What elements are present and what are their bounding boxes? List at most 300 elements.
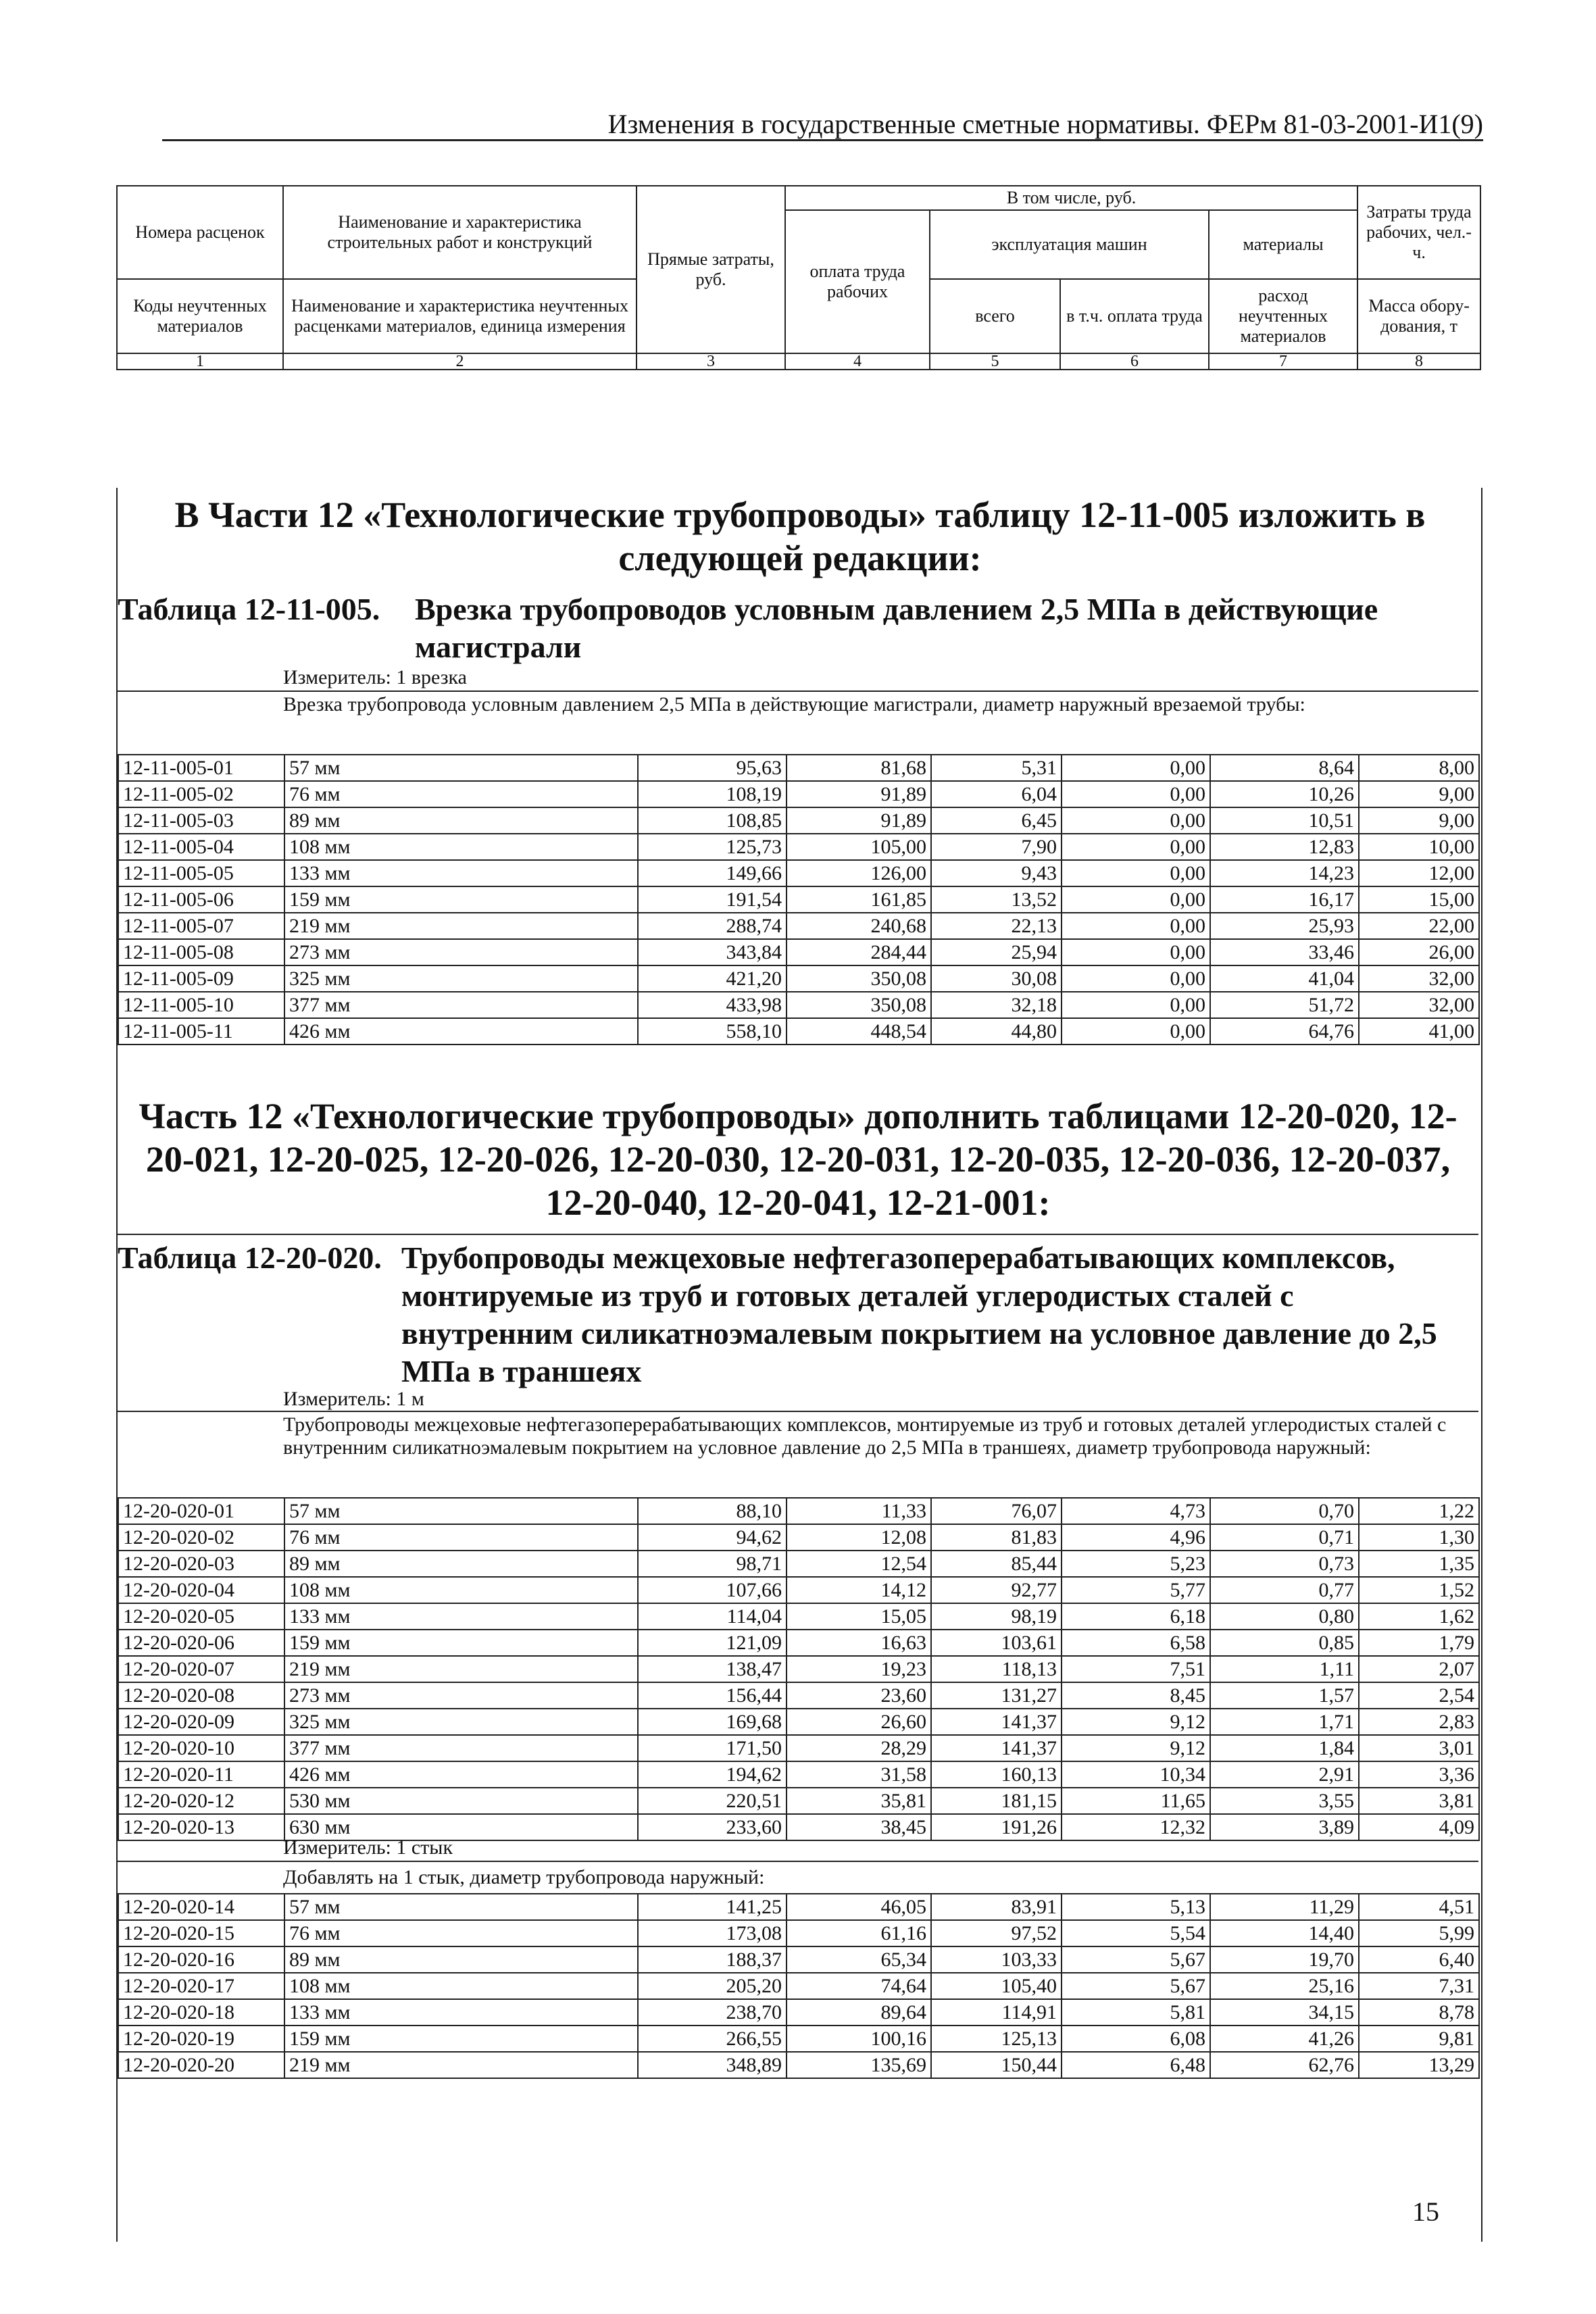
table-row <box>118 1682 1479 1709</box>
direct-cost: 114,04 <box>638 1603 787 1630</box>
labor-hours: 5,99 <box>1359 1920 1479 1946</box>
rate-code: 12-20-020-15 <box>118 1920 284 1946</box>
machines-labor: 6,08 <box>1062 2026 1210 2052</box>
labor-pay: 100,16 <box>787 2026 931 2052</box>
machines-total: 131,27 <box>931 1682 1062 1709</box>
rate-code: 12-20-020-07 <box>118 1656 284 1682</box>
section1-heading: В Части 12 «Технологические трубопроводы» таблицу 12-11-005 изложить в следующей редакции: <box>174 495 1426 578</box>
table-row <box>118 1946 1479 1973</box>
materials-cost: 1,57 <box>1210 1682 1359 1709</box>
labor-hours: 8,78 <box>1359 1999 1479 2026</box>
direct-cost: 194,62 <box>638 1761 787 1788</box>
machines-total: 150,44 <box>931 2052 1062 2078</box>
labor-hours: 2,07 <box>1359 1656 1479 1682</box>
machines-labor: 0,00 <box>1062 807 1210 834</box>
header-direct-costs: Прямые затраты, руб. <box>637 186 785 353</box>
labor-hours: 1,52 <box>1359 1577 1479 1603</box>
machines-total: 103,61 <box>931 1630 1062 1656</box>
labor-pay: 350,08 <box>787 965 931 992</box>
labor-hours: 12,00 <box>1359 860 1479 886</box>
labor-hours: 1,79 <box>1359 1630 1479 1656</box>
machines-total: 118,13 <box>931 1656 1062 1682</box>
labor-pay: 105,00 <box>787 834 931 860</box>
direct-cost: 238,70 <box>638 1999 787 2026</box>
materials-cost: 12,83 <box>1210 834 1359 860</box>
table-row <box>118 1656 1479 1682</box>
work-name: 219 мм <box>284 913 638 939</box>
table-12-11-005 <box>118 754 1480 1045</box>
header-rule <box>162 139 1483 141</box>
machines-total: 125,13 <box>931 2026 1062 2052</box>
direct-cost: 141,25 <box>638 1894 787 1920</box>
work-name: 630 мм <box>284 1814 638 1840</box>
work-name: 426 мм <box>284 1761 638 1788</box>
labor-hours: 8,00 <box>1359 755 1479 781</box>
work-name: 108 мм <box>284 1973 638 1999</box>
machines-total: 81,83 <box>931 1524 1062 1551</box>
machines-labor: 8,45 <box>1062 1682 1210 1709</box>
materials-cost: 41,04 <box>1210 965 1359 992</box>
work-name: 133 мм <box>284 1999 638 2026</box>
labor-hours: 15,00 <box>1359 886 1479 913</box>
labor-hours: 4,09 <box>1359 1814 1479 1840</box>
table-row <box>118 1498 1479 1524</box>
divider <box>118 690 1478 692</box>
rate-code: 12-20-020-11 <box>118 1761 284 1788</box>
machines-labor: 5,23 <box>1062 1551 1210 1577</box>
rate-code: 12-11-005-05 <box>118 860 284 886</box>
table1-label: Таблица 12-11-005. <box>118 592 380 626</box>
labor-hours: 7,31 <box>1359 1973 1479 1999</box>
machines-labor: 6,58 <box>1062 1630 1210 1656</box>
materials-cost: 19,70 <box>1210 1946 1359 1973</box>
materials-cost: 8,64 <box>1210 755 1359 781</box>
table-row <box>118 1761 1479 1788</box>
work-name: 57 мм <box>284 1498 638 1524</box>
labor-hours: 3,81 <box>1359 1788 1479 1814</box>
materials-cost: 33,46 <box>1210 939 1359 965</box>
header-labor-pay: оплата труда рабочих <box>785 210 930 353</box>
machines-labor: 5,77 <box>1062 1577 1210 1603</box>
direct-cost: 108,19 <box>638 781 787 807</box>
machines-total: 83,91 <box>931 1894 1062 1920</box>
direct-cost: 149,66 <box>638 860 787 886</box>
direct-cost: 288,74 <box>638 913 787 939</box>
table-row <box>118 1894 1479 1920</box>
direct-cost: 94,62 <box>638 1524 787 1551</box>
labor-hours: 10,00 <box>1359 834 1479 860</box>
labor-pay: 12,08 <box>787 1524 931 1551</box>
labor-pay: 81,68 <box>787 755 931 781</box>
labor-pay: 14,12 <box>787 1577 931 1603</box>
machines-total: 191,26 <box>931 1814 1062 1840</box>
labor-hours: 1,35 <box>1359 1551 1479 1577</box>
labor-hours: 41,00 <box>1359 1018 1479 1045</box>
section2-heading: Часть 12 «Технологические трубопроводы» дополнить таблицами 12-20-020, 12-20-021, 12-20-025, 12-20-026, 12-20-030, 12-20-031, 12-20-035, 12-20-036, 12-20-037, 12-20-040, 12-20-041, 12-21-001: <box>139 1096 1457 1223</box>
direct-cost: 191,54 <box>638 886 787 913</box>
direct-cost: 108,85 <box>638 807 787 834</box>
table-row <box>118 2026 1479 2052</box>
materials-cost: 0,77 <box>1210 1577 1359 1603</box>
machines-total: 92,77 <box>931 1577 1062 1603</box>
header-equipment-mass: Масса обору-дования, т <box>1357 279 1480 353</box>
table-row <box>118 1524 1479 1551</box>
rate-code: 12-11-005-03 <box>118 807 284 834</box>
rate-code: 12-20-020-02 <box>118 1524 284 1551</box>
rate-code: 12-20-020-19 <box>118 2026 284 2052</box>
table-row <box>118 755 1479 781</box>
column-number: 8 <box>1357 353 1480 370</box>
labor-pay: 91,89 <box>787 781 931 807</box>
machines-total: 181,15 <box>931 1788 1062 1814</box>
labor-pay: 28,29 <box>787 1735 931 1761</box>
table1-title: Врезка трубопроводов условным давлением 2,5 МПа в действующие магистрали <box>415 592 1378 664</box>
header-material-use: расход неучтенных материалов <box>1209 279 1357 353</box>
column-number: 5 <box>930 353 1060 370</box>
rate-code: 12-11-005-04 <box>118 834 284 860</box>
work-name: 133 мм <box>284 860 638 886</box>
work-name: 273 мм <box>284 939 638 965</box>
machines-labor: 0,00 <box>1062 1018 1210 1045</box>
machines-total: 141,37 <box>931 1735 1062 1761</box>
labor-pay: 35,81 <box>787 1788 931 1814</box>
header-including: В том числе, руб. <box>785 186 1357 210</box>
labor-pay: 240,68 <box>787 913 931 939</box>
labor-pay: 19,23 <box>787 1656 931 1682</box>
labor-hours: 3,01 <box>1359 1735 1479 1761</box>
direct-cost: 343,84 <box>638 939 787 965</box>
header-machines-labor: в т.ч. оплата труда <box>1060 279 1209 353</box>
materials-cost: 1,11 <box>1210 1656 1359 1682</box>
machines-total: 103,33 <box>931 1946 1062 1973</box>
rate-code: 12-20-020-08 <box>118 1682 284 1709</box>
table-row <box>118 1973 1479 1999</box>
labor-pay: 38,45 <box>787 1814 931 1840</box>
table-row <box>118 939 1479 965</box>
work-name: 377 мм <box>284 1735 638 1761</box>
work-name: 108 мм <box>284 1577 638 1603</box>
labor-hours: 1,62 <box>1359 1603 1479 1630</box>
materials-cost: 0,80 <box>1210 1603 1359 1630</box>
materials-cost: 0,70 <box>1210 1498 1359 1524</box>
machines-labor: 0,00 <box>1062 781 1210 807</box>
table2-unit: Измеритель: 1 м <box>283 1388 424 1410</box>
machines-labor: 0,00 <box>1062 913 1210 939</box>
machines-total: 30,08 <box>931 965 1062 992</box>
machines-total: 25,94 <box>931 939 1062 965</box>
materials-cost: 62,76 <box>1210 2052 1359 2078</box>
table-row <box>118 1577 1479 1603</box>
work-name: 89 мм <box>284 1946 638 1973</box>
work-name: 76 мм <box>284 781 638 807</box>
machines-labor: 10,34 <box>1062 1761 1210 1788</box>
content-frame <box>116 488 1482 2242</box>
labor-hours: 26,00 <box>1359 939 1479 965</box>
materials-cost: 0,73 <box>1210 1551 1359 1577</box>
work-name: 325 мм <box>284 1709 638 1735</box>
rate-code: 12-20-020-14 <box>118 1894 284 1920</box>
work-name: 76 мм <box>284 1524 638 1551</box>
labor-hours: 9,00 <box>1359 781 1479 807</box>
direct-cost: 220,51 <box>638 1788 787 1814</box>
labor-hours: 9,00 <box>1359 807 1479 834</box>
column-number: 7 <box>1209 353 1357 370</box>
work-name: 89 мм <box>284 1551 638 1577</box>
machines-total: 85,44 <box>931 1551 1062 1577</box>
labor-hours: 1,30 <box>1359 1524 1479 1551</box>
work-name: 377 мм <box>284 992 638 1018</box>
table-12-20-020 <box>118 1497 1480 1841</box>
labor-pay: 46,05 <box>787 1894 931 1920</box>
table2-description: Трубопроводы межцеховые нефтегазоперерабатывающих комплексов, монтируемые из труб и готовых деталей углеродистых сталей с внутренним силикатноэмалевым покрытием на условное давление до 2,5 МПа в траншеях, диаметр трубопровода наружный: <box>283 1413 1447 1459</box>
header-material-names: Наименование и характеристика неучтенных расценками материалов, единица измерения <box>283 279 637 353</box>
table-row <box>118 1920 1479 1946</box>
work-name: 89 мм <box>284 807 638 834</box>
machines-total: 6,45 <box>931 807 1062 834</box>
column-header-table <box>116 185 1481 370</box>
work-name: 530 мм <box>284 1788 638 1814</box>
direct-cost: 348,89 <box>638 2052 787 2078</box>
machines-labor: 0,00 <box>1062 755 1210 781</box>
machines-labor: 9,12 <box>1062 1709 1210 1735</box>
labor-pay: 91,89 <box>787 807 931 834</box>
table-row <box>118 807 1479 834</box>
machines-labor: 5,67 <box>1062 1973 1210 1999</box>
table1-unit: Измеритель: 1 врезка <box>283 666 467 688</box>
direct-cost: 88,10 <box>638 1498 787 1524</box>
divider <box>118 1411 1478 1412</box>
table-12-20-020-joints <box>118 1893 1480 2079</box>
column-number: 1 <box>117 353 283 370</box>
materials-cost: 0,71 <box>1210 1524 1359 1551</box>
machines-labor: 5,81 <box>1062 1999 1210 2026</box>
machines-total: 76,07 <box>931 1498 1062 1524</box>
materials-cost: 0,85 <box>1210 1630 1359 1656</box>
rate-code: 12-20-020-10 <box>118 1735 284 1761</box>
materials-cost: 14,23 <box>1210 860 1359 886</box>
column-number: 6 <box>1060 353 1209 370</box>
table-row <box>118 1630 1479 1656</box>
rate-code: 12-11-005-07 <box>118 913 284 939</box>
header-materials: материалы <box>1209 210 1357 279</box>
work-name: 273 мм <box>284 1682 638 1709</box>
labor-pay: 65,34 <box>787 1946 931 1973</box>
machines-labor: 0,00 <box>1062 886 1210 913</box>
direct-cost: 433,98 <box>638 992 787 1018</box>
materials-cost: 25,16 <box>1210 1973 1359 1999</box>
table-row <box>118 781 1479 807</box>
header-labor-hours: Затраты труда рабочих, чел.-ч. <box>1357 186 1480 279</box>
rate-code: 12-11-005-11 <box>118 1018 284 1045</box>
labor-pay: 126,00 <box>787 860 931 886</box>
direct-cost: 421,20 <box>638 965 787 992</box>
work-name: 219 мм <box>284 2052 638 2078</box>
table-row <box>118 913 1479 939</box>
labor-pay: 61,16 <box>787 1920 931 1946</box>
machines-labor: 4,96 <box>1062 1524 1210 1551</box>
table-row <box>118 1709 1479 1735</box>
machines-labor: 5,54 <box>1062 1920 1210 1946</box>
direct-cost: 266,55 <box>638 2026 787 2052</box>
direct-cost: 558,10 <box>638 1018 787 1045</box>
labor-hours: 32,00 <box>1359 992 1479 1018</box>
direct-cost: 125,73 <box>638 834 787 860</box>
machines-labor: 0,00 <box>1062 939 1210 965</box>
machines-total: 114,91 <box>931 1999 1062 2026</box>
machines-labor: 0,00 <box>1062 860 1210 886</box>
rate-code: 12-11-005-02 <box>118 781 284 807</box>
table2-label: Таблица 12-20-020. <box>118 1240 382 1275</box>
rate-code: 12-20-020-12 <box>118 1788 284 1814</box>
work-name: 426 мм <box>284 1018 638 1045</box>
rate-code: 12-11-005-06 <box>118 886 284 913</box>
labor-hours: 22,00 <box>1359 913 1479 939</box>
materials-cost: 34,15 <box>1210 1999 1359 2026</box>
column-number: 4 <box>785 353 930 370</box>
machines-labor: 0,00 <box>1062 834 1210 860</box>
table-row <box>118 886 1479 913</box>
machines-total: 22,13 <box>931 913 1062 939</box>
rate-code: 12-20-020-01 <box>118 1498 284 1524</box>
table-row <box>118 1735 1479 1761</box>
machines-total: 7,90 <box>931 834 1062 860</box>
machines-labor: 9,12 <box>1062 1735 1210 1761</box>
rate-code: 12-20-020-17 <box>118 1973 284 1999</box>
materials-cost: 10,26 <box>1210 781 1359 807</box>
labor-hours: 6,40 <box>1359 1946 1479 1973</box>
work-name: 219 мм <box>284 1656 638 1682</box>
rate-code: 12-11-005-01 <box>118 755 284 781</box>
machines-labor: 6,18 <box>1062 1603 1210 1630</box>
labor-pay: 448,54 <box>787 1018 931 1045</box>
labor-pay: 89,64 <box>787 1999 931 2026</box>
rate-code: 12-11-005-10 <box>118 992 284 1018</box>
labor-pay: 12,54 <box>787 1551 931 1577</box>
machines-total: 105,40 <box>931 1973 1062 1999</box>
table2-title: Трубопроводы межцеховые нефтегазоперерабатывающих комплексов, монтируемые из труб и готовых деталей углеродистых сталей с внутренним силикатноэмалевым покрытием на условное давление до 2,5 МПа в траншеях <box>401 1240 1437 1388</box>
labor-hours: 1,22 <box>1359 1498 1479 1524</box>
direct-cost: 138,47 <box>638 1656 787 1682</box>
machines-labor: 0,00 <box>1062 965 1210 992</box>
work-name: 159 мм <box>284 886 638 913</box>
table-row <box>118 1018 1479 1045</box>
machines-labor: 11,65 <box>1062 1788 1210 1814</box>
table-row <box>118 834 1479 860</box>
rate-code: 12-20-020-20 <box>118 2052 284 2078</box>
header-rate-numbers: Номера расценок <box>117 186 283 279</box>
header-machines-total: всего <box>930 279 1060 353</box>
table2-joint-unit: Измеритель: 1 стык <box>283 1836 453 1859</box>
rate-code: 12-20-020-09 <box>118 1709 284 1735</box>
machines-labor: 5,13 <box>1062 1894 1210 1920</box>
column-number: 2 <box>283 353 637 370</box>
table-row <box>118 860 1479 886</box>
direct-cost: 233,60 <box>638 1814 787 1840</box>
header-material-codes: Коды неучтенных материалов <box>117 279 283 353</box>
labor-pay: 11,33 <box>787 1498 931 1524</box>
table-row <box>118 992 1479 1018</box>
machines-total: 141,37 <box>931 1709 1062 1735</box>
machines-total: 6,04 <box>931 781 1062 807</box>
materials-cost: 14,40 <box>1210 1920 1359 1946</box>
labor-pay: 16,63 <box>787 1630 931 1656</box>
table-row <box>118 1999 1479 2026</box>
direct-cost: 169,68 <box>638 1709 787 1735</box>
labor-hours: 9,81 <box>1359 2026 1479 2052</box>
direct-cost: 95,63 <box>638 755 787 781</box>
work-name: 325 мм <box>284 965 638 992</box>
machines-total: 98,19 <box>931 1603 1062 1630</box>
direct-cost: 98,71 <box>638 1551 787 1577</box>
work-name: 108 мм <box>284 834 638 860</box>
machines-labor: 0,00 <box>1062 992 1210 1018</box>
header-work-name: Наименование и характеристика строительных работ и конструкций <box>283 186 637 279</box>
machines-total: 5,31 <box>931 755 1062 781</box>
table-row <box>118 1788 1479 1814</box>
running-header: Изменения в государственные сметные нормативы. ФЕРм 81-03-2001-И1(9) <box>607 109 1483 139</box>
labor-pay: 135,69 <box>787 2052 931 2078</box>
materials-cost: 1,71 <box>1210 1709 1359 1735</box>
machines-labor: 7,51 <box>1062 1656 1210 1682</box>
table-row <box>118 965 1479 992</box>
materials-cost: 3,55 <box>1210 1788 1359 1814</box>
header-machines: эксплуатация машин <box>930 210 1209 279</box>
materials-cost: 16,17 <box>1210 886 1359 913</box>
labor-pay: 161,85 <box>787 886 931 913</box>
column-number: 3 <box>637 353 785 370</box>
materials-cost: 51,72 <box>1210 992 1359 1018</box>
machines-total: 13,52 <box>931 886 1062 913</box>
work-name: 159 мм <box>284 1630 638 1656</box>
machines-labor: 12,32 <box>1062 1814 1210 1840</box>
work-name: 57 мм <box>284 1894 638 1920</box>
rate-code: 12-20-020-06 <box>118 1630 284 1656</box>
labor-hours: 4,51 <box>1359 1894 1479 1920</box>
table-row <box>118 1603 1479 1630</box>
direct-cost: 188,37 <box>638 1946 787 1973</box>
labor-pay: 284,44 <box>787 939 931 965</box>
labor-hours: 13,29 <box>1359 2052 1479 2078</box>
labor-pay: 74,64 <box>787 1973 931 1999</box>
table-row <box>118 2052 1479 2078</box>
machines-labor: 6,48 <box>1062 2052 1210 2078</box>
rate-code: 12-20-020-16 <box>118 1946 284 1973</box>
divider <box>118 1861 1478 1862</box>
rate-code: 12-20-020-03 <box>118 1551 284 1577</box>
direct-cost: 173,08 <box>638 1920 787 1946</box>
rate-code: 12-11-005-08 <box>118 939 284 965</box>
labor-hours: 2,83 <box>1359 1709 1479 1735</box>
labor-pay: 31,58 <box>787 1761 931 1788</box>
direct-cost: 107,66 <box>638 1577 787 1603</box>
materials-cost: 64,76 <box>1210 1018 1359 1045</box>
machines-total: 9,43 <box>931 860 1062 886</box>
table2-joint-description: Добавлять на 1 стык, диаметр трубопровода наружный: <box>283 1866 765 1888</box>
materials-cost: 41,26 <box>1210 2026 1359 2052</box>
labor-hours: 32,00 <box>1359 965 1479 992</box>
labor-pay: 23,60 <box>787 1682 931 1709</box>
labor-pay: 350,08 <box>787 992 931 1018</box>
direct-cost: 156,44 <box>638 1682 787 1709</box>
machines-total: 160,13 <box>931 1761 1062 1788</box>
direct-cost: 205,20 <box>638 1973 787 1999</box>
materials-cost: 11,29 <box>1210 1894 1359 1920</box>
labor-hours: 3,36 <box>1359 1761 1479 1788</box>
materials-cost: 2,91 <box>1210 1761 1359 1788</box>
machines-total: 32,18 <box>931 992 1062 1018</box>
direct-cost: 121,09 <box>638 1630 787 1656</box>
work-name: 159 мм <box>284 2026 638 2052</box>
